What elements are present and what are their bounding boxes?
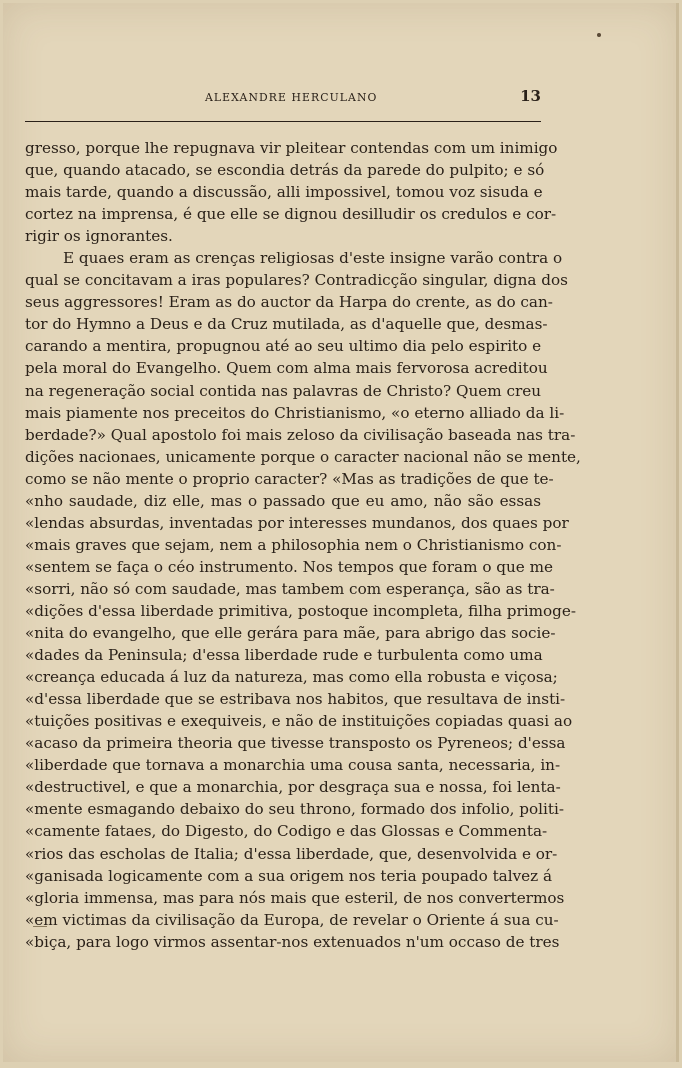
text-line: dições nacionaes, unicamente porque o caracter nacional não se mente,: [25, 447, 581, 466]
text-line: qual se concitavam a iras populares? Contradicção singular, digna dos: [25, 271, 568, 290]
text-line: «gloria immensa, mas para nós mais que esteril, de nos convertermos: [25, 888, 565, 907]
page-number: 13: [520, 87, 541, 105]
text-line: «sentem se faça o céo instrumento. Nos tempos que foram o que me: [25, 557, 554, 576]
text-line: seus aggressores! Eram as do auctor da Harpa do crente, as do can-: [25, 293, 553, 312]
text-line: gresso, porque lhe repugnava vir pleitear contendas com um inimigo: [25, 139, 558, 157]
text-line: «destructivel, e que a monarchia, por desgraça sua e nossa, foi lenta-: [25, 778, 561, 797]
ink-speck: [597, 33, 601, 37]
text-line: «dições d'essa liberdade primitiva, postoque incompleta, filha primoge-: [25, 601, 577, 620]
text-line: pela moral do Evangelho. Quem com alma mais fervorosa acreditou: [25, 359, 548, 378]
text-line: «camente fataes, do Digesto, do Codigo e das Glossas e Commenta-: [25, 822, 548, 841]
text-line: tor do Hymno a Deus e da Cruz mutilada, as d'aquelle que, desmas-: [25, 315, 548, 334]
text-line: mais tarde, quando a discussão, alli impossivel, tomou voz sisuda e: [25, 183, 543, 202]
text-line: «nita do evangelho, que elle gerára para mãe, para abrigo das socie-: [25, 624, 556, 643]
text-line: que, quando atacado, se escondia detrás da parede do pulpito; e só: [25, 161, 545, 180]
text-line: mais piamente nos preceitos do Christianismo, «o eterno alliado da li-: [25, 403, 565, 422]
text-line: na regeneração social contida nas palavras de Christo? Quem creu: [25, 381, 541, 400]
text-line: «em victimas da civilisação da Europa, de revelar o Oriente á sua cu-: [25, 910, 559, 929]
text-line: «ganisada logicamente com a sua origem nos teria poupado talvez á: [25, 866, 553, 885]
header-rule: [25, 121, 541, 122]
text-line: cortez na imprensa, é que elle se dignou desilludir os credulos e cor-: [25, 205, 557, 224]
text-line: berdade?» Qual apostolo foi mais zeloso da civilisação baseada nas tra-: [25, 425, 576, 444]
text-line: carando a mentira, propugnou até ao seu ultimo dia pelo espirito e: [25, 337, 542, 356]
body-text: [25, 137, 581, 953]
text-line: «lendas absurdas, inventadas por interesses mundanos, dos quaes por: [25, 513, 569, 532]
text-line: «biça, para logo virmos assentar-nos extenuados n'um occaso de tres: [25, 932, 560, 951]
text-line: «liberdade que tornava a monarchia uma cousa santa, necessaria, in-: [25, 756, 561, 775]
text-line: «mais graves que sejam, nem a philosophia nem o Christianismo con-: [25, 535, 562, 554]
text-line: como se não mente o proprio caracter? «Mas as tradições de que te-: [25, 469, 554, 488]
book-page: [3, 3, 679, 1062]
text-line: rigir os ignorantes.: [25, 227, 173, 246]
text-line: «acaso da primeira theoria que tivesse transposto os Pyreneos; d'essa: [25, 734, 566, 753]
text-line: «dades da Peninsula; d'essa liberdade rude e turbulenta como uma: [25, 646, 543, 665]
page-header: [25, 87, 541, 107]
text-line: «mente esmagando debaixo do seu throno, formado dos infolio, politi-: [25, 800, 564, 819]
running-head: ALEXANDRE HERCULANO: [205, 91, 378, 104]
text-line: «tuições positivas e exequiveis, e não de instituições copiadas quasi ao: [25, 712, 573, 731]
text-line: «nho saudade, diz elle, mas o passado que eu amo, não são essas: [25, 491, 541, 510]
text-line: «d'essa liberdade que se estribava nos habitos, que resultava de insti-: [25, 690, 566, 709]
text-line: «sorri, não só com saudade, mas tambem com esperança, são as tra-: [25, 579, 555, 598]
footer-mark: [33, 926, 47, 927]
text-line: «creança educada á luz da natureza, mas como ella robusta e viçosa;: [25, 668, 558, 687]
text-line: E quaes eram as crenças religiosas d'este insigne varão contra o: [63, 249, 563, 268]
text-line: «rios das escholas de Italia; d'essa liberdade, que, desenvolvida e or-: [25, 844, 558, 863]
